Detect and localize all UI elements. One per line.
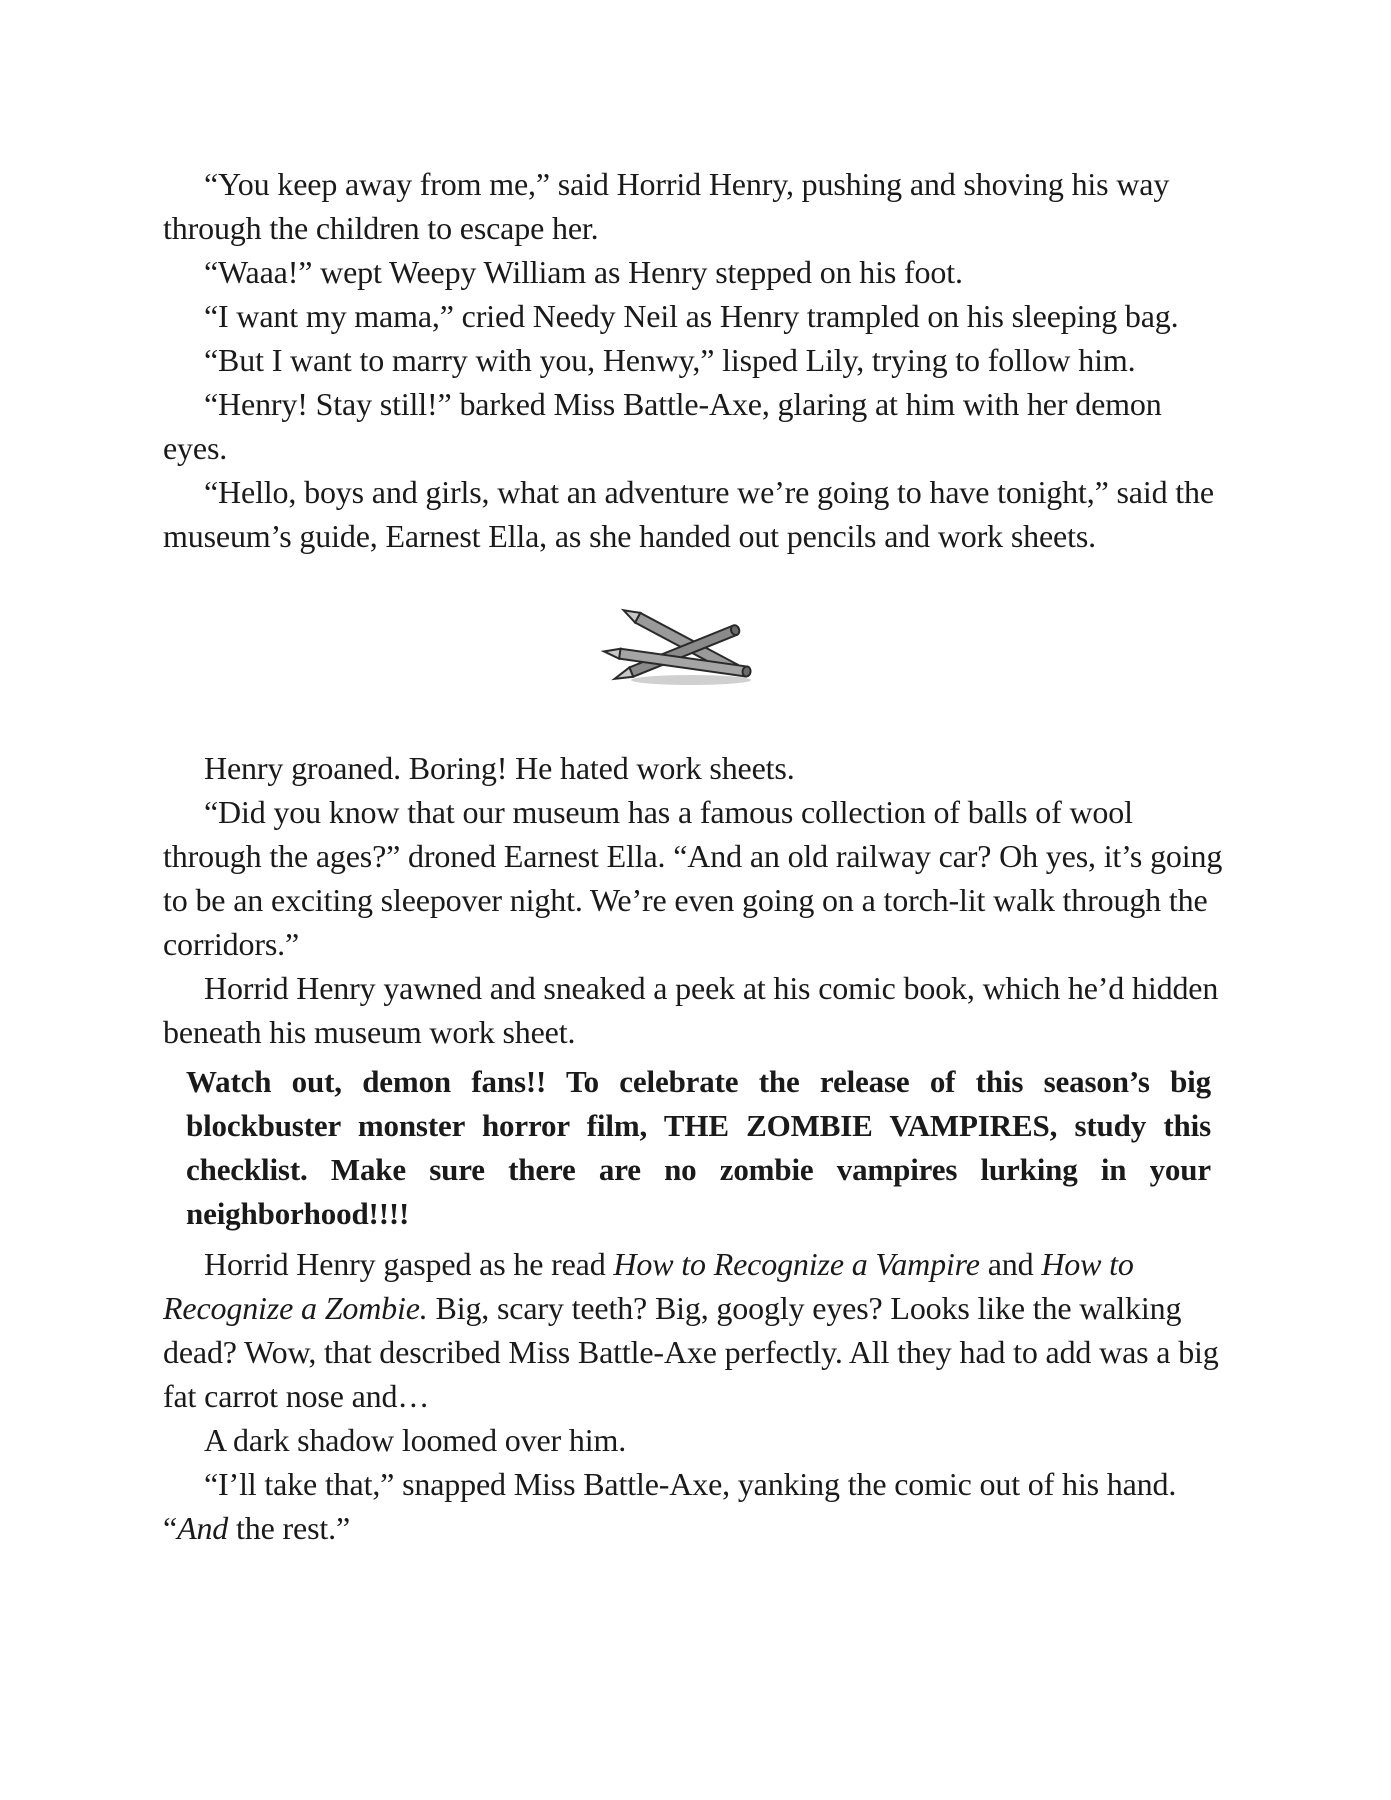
paragraph-keep-away: “You keep away from me,” said Horrid Henry, pushing and shoving his way through the children to escape her.: [163, 166, 1170, 246]
paragraph-marry: “But I want to marry with you, Henwy,” lisped Lily, trying to follow him.: [204, 342, 1136, 378]
paragraph-shadow: A dark shadow loomed over him.: [204, 1422, 627, 1458]
paragraph-take-that: [163, 1462, 1233, 1550]
take-that-emphasis: And: [177, 1510, 229, 1546]
paragraph-mama: “I want my mama,” cried Needy Neil as Henry trampled on his sleeping bag.: [204, 298, 1179, 334]
book-page: [163, 162, 1233, 1550]
comic-callout: Watch out, demon fans!! To celebrate the release of this season’s big blockbuster monster horror film, THE ZOMBIE VAMPIRES, study this checklist. Make sure there are no zombie vampires lurking in your neighborhood!!!!: [186, 1064, 1211, 1231]
paragraph-comic-peek: Horrid Henry yawned and sneaked a peek at his comic book, which he’d hidden beneath his museum work sheet.: [163, 970, 1219, 1050]
paragraph-waaa: “Waaa!” wept Weepy William as Henry stepped on his foot.: [204, 254, 963, 290]
take-that-start: “I’ll take that,” snapped Miss Battle-Axe, yanking the comic out of his hand. “: [163, 1466, 1177, 1546]
paragraph-stay-still: “Henry! Stay still!” barked Miss Battle-Axe, glaring at him with her demon eyes.: [163, 386, 1162, 466]
recognize-end: Big, scary teeth? Big, googly eyes? Looks like the walking dead? Wow, that described Miss Battle-Axe perfectly. All they had to add was a big fat carrot nose and…: [163, 1290, 1219, 1414]
crossed-pencils-icon: [601, 600, 771, 688]
paragraph-recognize: [163, 1242, 1233, 1418]
recognize-mid: and: [979, 1246, 1042, 1282]
book-title-zombie: How to Recognize a Zombie.: [163, 1246, 1134, 1326]
recognize-start: Horrid Henry gasped as he read: [204, 1246, 614, 1282]
paragraph-museum-wool: “Did you know that our museum has a famous collection of balls of wool through the ages?” droned Earnest Ella. “And an old railway car? Oh yes, it’s going to be an exciting sleepover night. We’re even going on a torch-lit walk through the corridors.”: [163, 794, 1223, 962]
take-that-end: the rest.”: [228, 1510, 351, 1546]
paragraph-henry-groaned: Henry groaned. Boring! He hated work sheets.: [204, 750, 795, 786]
book-title-vampire: How to Recognize a Vampire: [613, 1246, 980, 1282]
paragraph-hello: “Hello, boys and girls, what an adventure we’re going to have tonight,” said the museum’s guide, Earnest Ella, as she handed out pencils and work sheets.: [163, 474, 1214, 554]
